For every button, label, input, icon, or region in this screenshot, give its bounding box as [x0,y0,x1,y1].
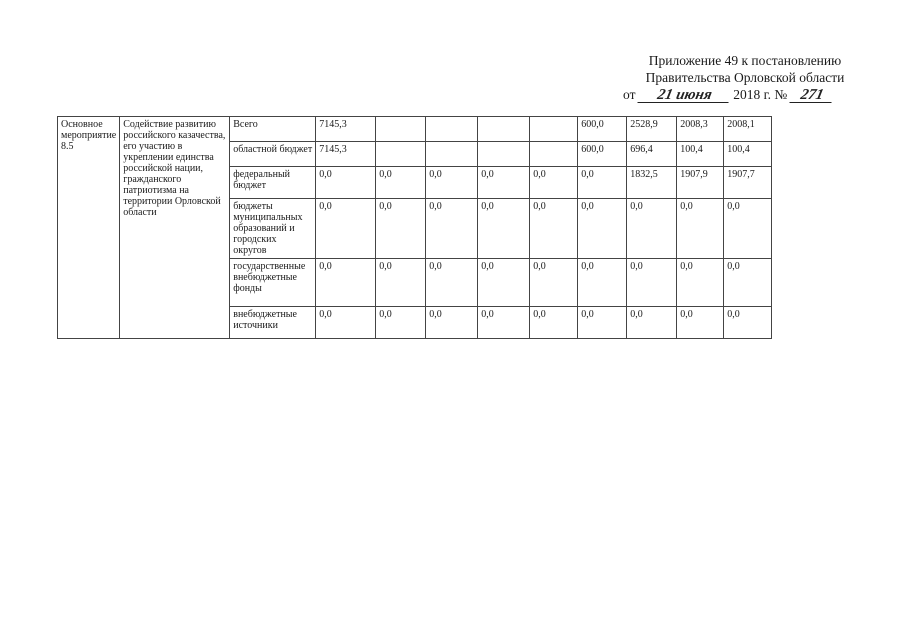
value-cell: 2008,1 [724,117,772,142]
funding-source-cell: Всего [230,117,316,142]
value-cell [478,117,530,142]
value-cell: 0,0 [578,199,627,259]
value-cell [478,142,530,167]
value-cell: 0,0 [316,259,376,307]
value-cell: 0,0 [530,199,578,259]
date-prefix: от [623,87,636,102]
value-cell: 0,0 [677,259,724,307]
value-cell: 0,0 [316,167,376,199]
value-cell [376,117,426,142]
header-line-1: Приложение 49 к постановлению [648,53,842,68]
value-cell: 696,4 [627,142,677,167]
value-cell: 0,0 [677,199,724,259]
value-cell: 2008,3 [677,117,724,142]
value-cell: 1907,7 [724,167,772,199]
value-cell [530,142,578,167]
value-cell [426,117,478,142]
handwritten-date: 21 июня [637,88,731,103]
header-line-2: Правительства Орловской области [645,70,845,85]
funding-source-cell: областной бюджет [230,142,316,167]
value-cell: 0,0 [478,199,530,259]
year-text: 2018 г. № [733,87,788,102]
value-cell: 0,0 [530,307,578,339]
value-cell: 0,0 [376,259,426,307]
funding-source-cell: бюджеты муниципальных образований и городских округов [230,199,316,259]
value-cell: 0,0 [426,199,478,259]
value-cell: 1907,9 [677,167,724,199]
value-cell: 0,0 [426,307,478,339]
activity-code-cell: Основное мероприятие 8.5 [58,117,120,339]
value-cell: 0,0 [627,199,677,259]
value-cell: 0,0 [426,167,478,199]
value-cell: 100,4 [724,142,772,167]
table-row [58,117,819,142]
value-cell: 0,0 [724,307,772,339]
funding-source-cell: государственные внебюджетные фонды [230,259,316,307]
value-cell [376,142,426,167]
value-cell: 1832,5 [627,167,677,199]
value-cell: 7145,3 [316,117,376,142]
handwritten-number: 271 [789,88,834,103]
value-cell: 0,0 [376,199,426,259]
value-cell: 0,0 [478,259,530,307]
value-cell: 0,0 [578,259,627,307]
value-cell: 0,0 [724,199,772,259]
value-cell: 100,4 [677,142,724,167]
value-cell: 600,0 [578,117,627,142]
value-cell: 0,0 [677,307,724,339]
value-cell: 0,0 [578,167,627,199]
value-cell: 0,0 [530,167,578,199]
funding-source-cell: федеральный бюджет [230,167,316,199]
value-cell: 600,0 [578,142,627,167]
value-cell [530,117,578,142]
funding-source-cell: внебюджетные источники [230,307,316,339]
value-cell: 0,0 [627,307,677,339]
value-cell: 0,0 [627,259,677,307]
value-cell: 0,0 [316,199,376,259]
value-cell: 0,0 [530,259,578,307]
value-cell: 7145,3 [316,142,376,167]
activity-name-cell: Содействие развитию российского казачества, его участию в укреплении единства российской нации, гражданского патриотизма на территории Орловской области [120,117,230,339]
value-cell: 0,0 [578,307,627,339]
value-cell: 0,0 [376,307,426,339]
value-cell: 0,0 [478,307,530,339]
document-header [600,52,890,103]
value-cell: 0,0 [316,307,376,339]
budget-table [57,116,819,339]
value-cell: 0,0 [426,259,478,307]
value-cell: 0,0 [724,259,772,307]
value-cell: 2528,9 [627,117,677,142]
value-cell [426,142,478,167]
value-cell: 0,0 [376,167,426,199]
value-cell: 0,0 [478,167,530,199]
header-line-3 [600,86,890,103]
